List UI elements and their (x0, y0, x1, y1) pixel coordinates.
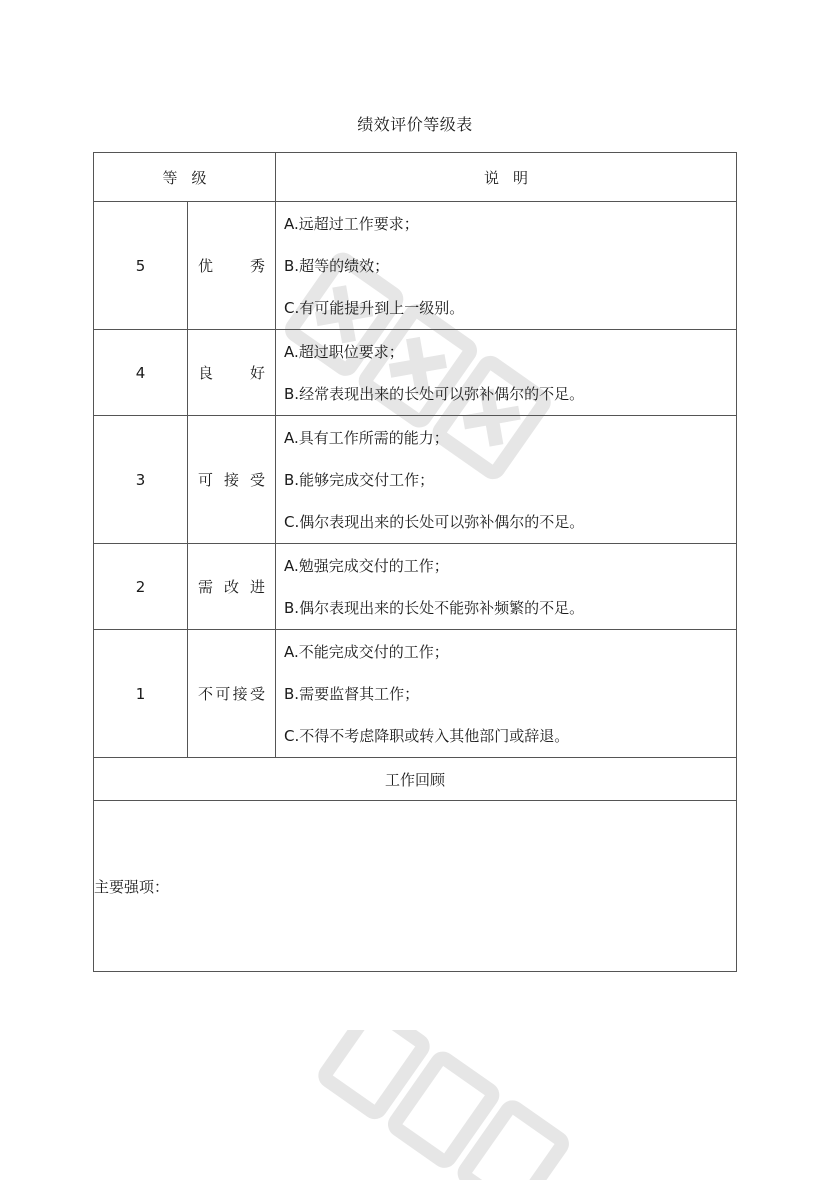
grade-label: 需改进 (188, 544, 276, 630)
grade-number: 1 (94, 630, 188, 758)
grade-number: 2 (94, 544, 188, 630)
table-header-row (94, 153, 737, 202)
description-line: B.经常表现出来的长处可以弥补偶尔的不足。 (284, 384, 585, 403)
document-title: 绩效评价等级表 (357, 115, 473, 134)
description-line: A.不能完成交付的工作； (284, 642, 449, 661)
description-line: C.不得不考虑降职或转入其他部门或辞退。 (284, 726, 570, 745)
main-strengths-label: 主要强项： (94, 877, 170, 896)
main-strengths-cell (94, 801, 737, 972)
watermark-graphic (300, 1030, 600, 1180)
grade-description (276, 202, 737, 330)
description-line: A.具有工作所需的能力； (284, 428, 449, 447)
description-line: A.超过职位要求； (284, 342, 404, 361)
description-line: B.需要监督其工作； (284, 684, 420, 703)
work-review-row (94, 758, 737, 801)
grade-description (276, 630, 737, 758)
grade-label: 不可接受 (188, 630, 276, 758)
grade-number: 4 (94, 330, 188, 416)
description-line: C.偶尔表现出来的长处可以弥补偶尔的不足。 (284, 512, 585, 531)
grade-label: 可接受 (188, 416, 276, 544)
grade-number: 3 (94, 416, 188, 544)
grade-label: 良好 (188, 330, 276, 416)
description-line: B.超等的绩效； (284, 256, 390, 275)
description-line: C.有可能提升到上一级别。 (284, 298, 465, 317)
header-grade-cell (94, 153, 276, 202)
header-grade: 等级 (162, 168, 221, 187)
grade-label: 优秀 (188, 202, 276, 330)
table-row (94, 202, 737, 330)
table-row (94, 416, 737, 544)
table-row (94, 630, 737, 758)
table-row (94, 544, 737, 630)
header-description-cell (276, 153, 737, 202)
description-line: B.偶尔表现出来的长处不能弥补频繁的不足。 (284, 598, 585, 617)
performance-grade-table (93, 152, 737, 972)
description-line: B.能够完成交付工作； (284, 470, 435, 489)
grade-description (276, 544, 737, 630)
header-description: 说明 (484, 168, 543, 187)
description-line: A.勉强完成交付的工作； (284, 556, 449, 575)
main-strengths-row (94, 801, 737, 972)
grade-description (276, 330, 737, 416)
table-row (94, 330, 737, 416)
grade-number: 5 (94, 202, 188, 330)
grade-description (276, 416, 737, 544)
description-line: A.远超过工作要求； (284, 214, 419, 233)
work-review-title: 工作回顾 (94, 758, 737, 801)
